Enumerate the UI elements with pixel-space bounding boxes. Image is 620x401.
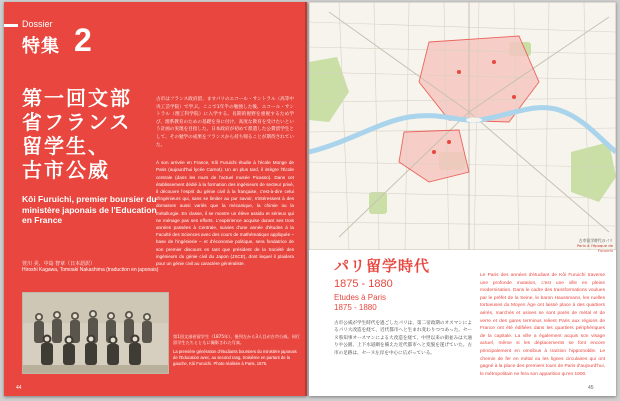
title-line: 第一回文部 xyxy=(22,86,132,110)
map-caption-fr: Paris à l'époque de Furuichi xyxy=(576,243,613,253)
section-body-jp: 古市公威が学生時代を過ごしたパリは、第二帝政期のオスマンによるパリ大改造を経て、近代都市へと生まれ変わりつつあった。セーヌ県知事オースマンによる大改造を経て、中世以来の街並みは大通りや公園、上下水道網を備えた近代都市へと変貌を遂げていた。古市の足跡は、セーヌ左岸を中心に広がっている。 xyxy=(334,321,472,356)
dossier-rule xyxy=(4,24,18,27)
photo-caption-jp: 第1回文部省留学生（1875年）。後列左から3人目が古市公威。同行留学生たちとともに撮影された写真。 xyxy=(173,334,300,345)
page-number-right: 45 xyxy=(588,385,594,391)
article-subtitle-fr: Kôi Furuichi, premier boursier du ministère japonais de l'Education en France xyxy=(22,194,157,225)
paris-map xyxy=(309,2,616,250)
authors-fr: Hiroshi Kagawa, Tomoaki Nakashima (traduction en japonais) xyxy=(22,267,159,273)
section-body-fr: Le Paris des années d'étudiant de Kôi Furuichi traverse une profonde mutation, c'est une ville en pleine modernisation. Dans le cadre des transformations voulues par le préfet de la Seine, le baron Haussmann, les ruelles tortueuses du Moyen Âge ont laissé place à des quartiers aérés, marchés et usines se sont parés de métal et de verre et des gares terminus relient Paris aux régions de France ont été édifiées dans les quartiers périphériques de la capitale. La ville a également acquis son visage actuel, même si les déplacements se font encore principalement en omnibus à traction hippomobile. Le chemin de fer en métal ou les lignes circulaires qui ont gagné à la place des premiers tours de Paris d'aujourd'hui, le métropolitain ne fera son apparition qu'en 1900. xyxy=(480,273,605,377)
title-line: 省フランス xyxy=(22,110,132,134)
page-number-left: 44 xyxy=(16,385,22,391)
photo-caption-fr: La première génération d'étudiants boursiers du ministère japonais de l'Education avec, au second rang, troisième en partant de la gauche, Kôi Furuichi. Photo réalisée à Paris, 1875. xyxy=(173,349,297,366)
group-photo-illustration xyxy=(23,293,168,373)
body-text-jp: 古市はフランス政府留、ますパリのエコール・サントラル（高等中央工芸学院）で学ぶ。ここで1年半の勉強した後、エコール・サントラル（理工科学院）に入学する。長期的視野を重視するため学び、理系教育のための基礎を身に付け、高度な教育を受けたいという計画の実現を目指した。日本政府が初めて派遣した公費留学生として、その勉学の成果をフランスから持ち帰ることが期待されていた。 xyxy=(156,97,294,148)
feature-label: 特集 xyxy=(22,36,60,57)
map-caption-jp: 古市留学時代のパリ xyxy=(578,238,613,243)
historic-group-photo xyxy=(22,292,169,374)
section-title-fr: Etudes à Paris xyxy=(334,293,387,302)
dossier-label: Dossier xyxy=(22,19,53,29)
photo-caption xyxy=(173,334,301,367)
section-title-jp: パリ留学時代 xyxy=(334,257,431,275)
right-page xyxy=(309,2,616,396)
body-column xyxy=(156,96,294,267)
authors-jp: 萱川 美、中島 智章（日本語訳） xyxy=(22,261,96,267)
body-text-fr: À son arrivée en France, Kôi Furuichi étudie à l'école Monge de Paris (aujourd'hui lycée Carnot). Un an plus tard, il intègre l'École centrale (dans les murs de l'actuel musée Picasso). Dans cet établissement dédié à la formation des ingénieurs de secteur privé, il découvre l'esprit du génie civil à la française, c'est-à-dire celui d'ingénieurs qui, sans se limiter au pur savoir, s'intéressent à des domaines aussi variés que la mécanique, la chimie ou la métallurgie. En classe, il se montre un élève assidu et sérieux qui ne ménage pas ses efforts. L'expérience acquise durant ses trois années passées à Centrale, suivies d'une année d'études à la Faculté des Sciences avec des cours de mathématique appliquée – base de l'ingénierie – et d'économie politique, sera fondatrice de son premier discours en tant que président de la Société des ingénieurs du génie civil du Japon (JSCE), dont lequel il plaidera pour un génie civil au caractère généraliste. xyxy=(156,160,294,266)
paris-map-illustration xyxy=(309,2,616,250)
article-title-jp xyxy=(22,86,142,182)
left-page xyxy=(4,2,307,396)
title-line: 古市公威 xyxy=(22,158,110,182)
section-years: 1875 - 1880 xyxy=(334,278,393,290)
section-years-fr: 1875 - 1880 xyxy=(334,303,377,312)
title-line: 留学生、 xyxy=(22,134,110,158)
feature-number: 2 xyxy=(74,22,92,58)
map-legend xyxy=(567,238,613,253)
